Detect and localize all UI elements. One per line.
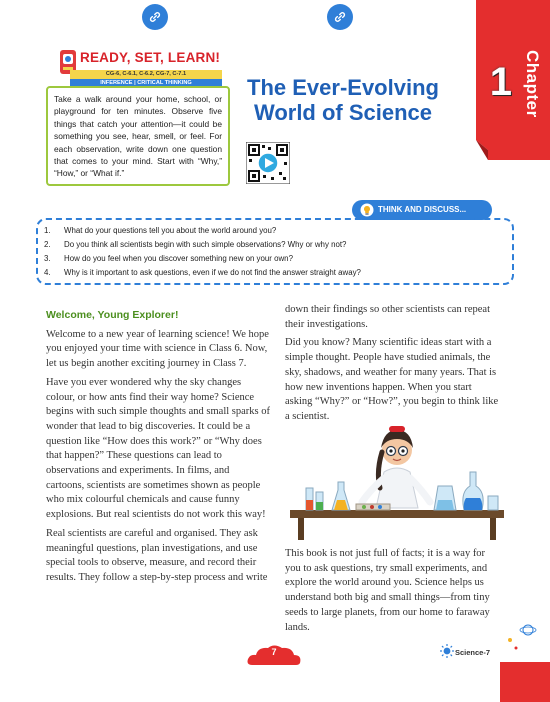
sun-icon xyxy=(440,644,454,658)
think-discuss-label: THINK AND DISCUSS... xyxy=(378,205,467,214)
paragraph: Welcome to a new year of learning science! We hope you enjoyed your time with science in Class 6. Now, let us begin another exciting journey in Class 7. xyxy=(46,328,269,370)
body-right-column-bottom xyxy=(285,547,500,639)
paragraph: Did you know? Many scientific ideas start with a simple thought. People have studied animals, the sky, shadows, and weather for many years. That is how new inventions happen. When you start asking “Why?” or “How?”, you begin to think like a scientist. xyxy=(285,337,499,422)
ready-set-learn-heading: READY, SET, LEARN! xyxy=(80,50,221,65)
question-item: 2. Do you think all scientists begin with such simple observations? Why or why not? xyxy=(44,240,347,249)
activity-box: Take a walk around your home, school, or playground for ten minutes. Observe five things that catch your attention—it could be something you see, hear, smell, or feel. For each observation, write down one question that comes to your mind. Start with “Why,” “How,” or “What if.” xyxy=(46,86,230,186)
paragraph: down their findings so other scientists can repeat their investigations. xyxy=(285,304,490,330)
paragraph: Real scientists are careful and organised. They ask meaningful questions, plan investigations, and use special tools to observe, measure, and record their results. They follow a step-by-step process and write xyxy=(46,527,268,583)
think-discuss-badge xyxy=(352,200,492,220)
chapter-number: 1 xyxy=(489,60,512,104)
science-decoration xyxy=(500,622,540,662)
question-item: 4. Why is it important to ask questions, even if we do not find the answer straight away? xyxy=(44,268,361,277)
discussion-questions xyxy=(36,218,514,285)
paragraph: Have you ever wondered why the sky changes colour, or how ants find their way home? Science begins with such simple thoughts and small sparks of wonder that lead to big discoveries. It could be a question like “How does this work?” or “Why does that happen?” These questions can lead to observations and experiments. In films, and cartoons, scientists are sometimes shown as people who mix colourful chemicals and cause funny explosions. But real scientists do not work this way! xyxy=(46,376,270,521)
book-label: Science-7 xyxy=(455,648,491,657)
page-number: 7 xyxy=(271,647,277,657)
chapter-title: The Ever-Evolving World of Science xyxy=(247,75,439,125)
page-corner xyxy=(500,662,550,702)
bulb-icon xyxy=(360,203,374,217)
chapter-label: Chapter xyxy=(523,50,542,118)
paragraph: This book is not just full of facts; it is a way for you to ask questions, try small experiments, and explore the world around you. Science helps us understand both big and small things—from tiny seeds to large planets, from our home to faraway lands. xyxy=(285,548,490,633)
scientist-illustration xyxy=(284,412,510,540)
link-icon[interactable] xyxy=(327,4,353,30)
curriculum-codes: CG-6, C-6.1, C-6.2, CG-7, C-7.1 xyxy=(70,70,222,79)
body-left-column xyxy=(46,308,270,590)
section-heading: Welcome, Young Explorer! xyxy=(46,309,179,321)
skills-band: INFERENCE | CRITICAL THINKING xyxy=(70,79,222,87)
question-item: 1. What do your questions tell you about the world around you? xyxy=(44,226,277,235)
link-icon[interactable] xyxy=(142,4,168,30)
question-item: 3. How do you feel when you discover something new on your own? xyxy=(44,254,293,263)
qr-code[interactable] xyxy=(246,142,290,184)
body-right-column xyxy=(285,303,500,429)
